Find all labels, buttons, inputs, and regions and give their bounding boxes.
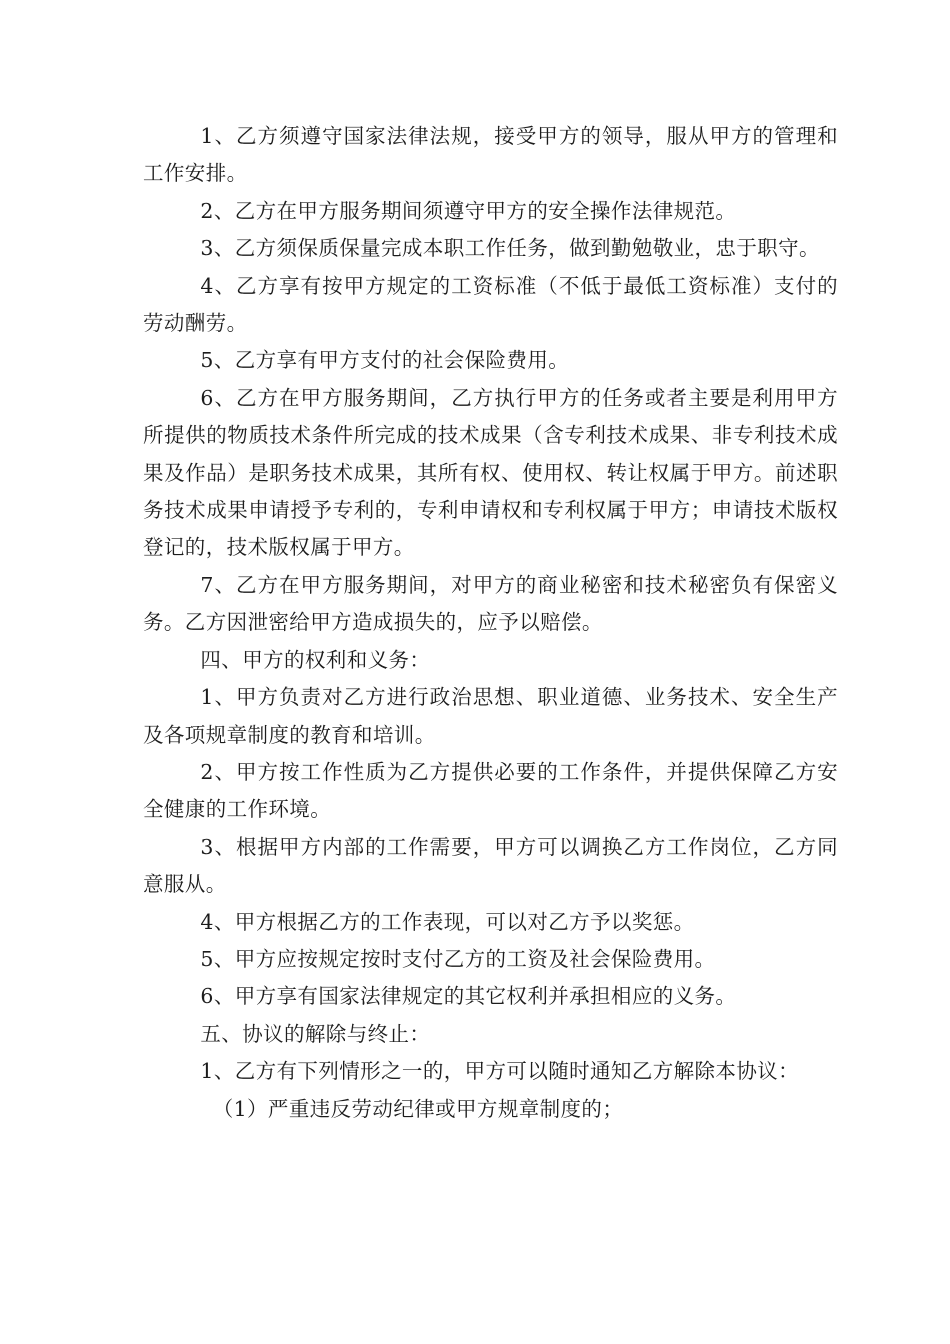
- paragraph-clause-b5: 5、乙方享有甲方支付的社会保险费用。: [200, 348, 570, 373]
- paragraph-clause-b4: 4、乙方享有按甲方规定的工资标准（不低于最低工资标准）支付的劳动酬劳。: [143, 273, 838, 336]
- paragraph-clause-b7: 7、乙方在甲方服务期间，对甲方的商业秘密和技术秘密负有保密义务。乙方因泄密给甲方造成损失的，应予以赔偿。: [143, 572, 838, 635]
- paragraph-clause-b1: 1、乙方须遵守国家法律法规，接受甲方的领导，服从甲方的管理和工作安排。: [143, 124, 838, 186]
- paragraph-clause-a1: 1、甲方负责对乙方进行政治思想、职业道德、业务技术、安全生产及各项规章制度的教育和培训。: [143, 685, 838, 747]
- paragraph-clause-a4: 4、甲方根据乙方的工作表现，可以对乙方予以奖惩。: [200, 909, 695, 934]
- paragraph-termination-1-item-1: （1）严重违反劳动纪律或甲方规章制度的；: [212, 1096, 624, 1121]
- paragraph-termination-1: 1、乙方有下列情形之一的，甲方可以随时通知乙方解除本协议：: [200, 1059, 800, 1084]
- section-heading-5: 五、协议的解除与终止：: [200, 1021, 431, 1046]
- document-body: [143, 118, 838, 1128]
- paragraph-clause-a3: 3、根据甲方内部的工作需要，甲方可以调换乙方工作岗位，乙方同意服从。: [143, 834, 838, 897]
- paragraph-clause-a5: 5、甲方应按规定按时支付乙方的工资及社会保险费用。: [200, 946, 716, 971]
- section-heading-4: 四、甲方的权利和义务：: [200, 647, 431, 672]
- paragraph-clause-b3: 3、乙方须保质保量完成本职工作任务，做到勤勉敬业，忠于职守。: [200, 236, 820, 261]
- paragraph-clause-a2: 2、甲方按工作性质为乙方提供必要的工作条件，并提供保障乙方安全健康的工作环境。: [143, 759, 838, 822]
- paragraph-clause-a6: 6、甲方享有国家法律规定的其它权利并承担相应的义务。: [200, 984, 737, 1009]
- paragraph-clause-b6: 6、乙方在甲方服务期间，乙方执行甲方的任务或者主要是利用甲方所提供的物质技术条件所完成的技术成果（含专利技术成果、非专利技术成果及作品）是职务技术成果，其所有权、使用权、转让权属于甲方。前述职务技术成果申请授予专利的，专利申请权和专利权属于甲方；申请技术版权登记的，技术版权属于甲方。: [143, 385, 838, 560]
- paragraph-clause-b2: 2、乙方在甲方服务期间须遵守甲方的安全操作法律规范。: [200, 198, 737, 223]
